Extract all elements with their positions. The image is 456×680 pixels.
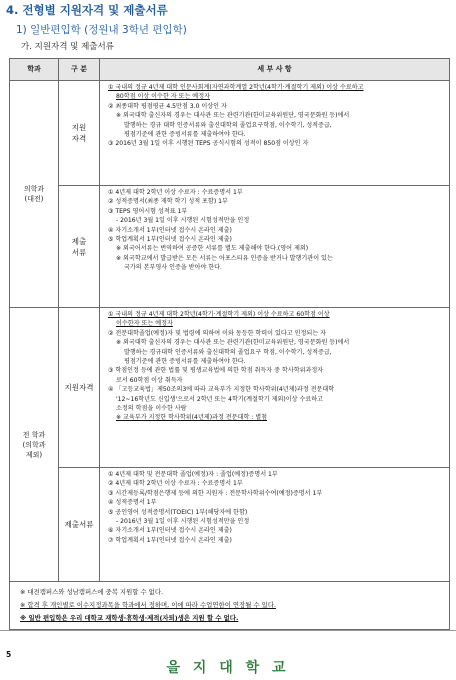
detail-cell [100,308,450,468]
detail-line: ※ 외국어서류는 번역하여 공증한 서류를 별도 제출해야 한다.(영어 제외) [116,245,309,253]
table-row [10,308,450,468]
division-label: 제출서류 [64,520,94,529]
detail-line: ⑤ 학업계획서 1부(인터넷 접수시 온라인 제출) [108,236,232,244]
detail-line: ④ 성적증명서 1부 [108,499,157,507]
detail-line: ⑥ 자기소개서 1부(인터넷 접수시 온라인 제출) [108,527,232,535]
detail-line: ③ 학점인정 등에 관한 법률 및 평생교육법에 의한 학점 취득자 중 학사학위과정자 [108,367,324,375]
dept-label: 의학과 [23,185,45,193]
detail-line: 발행하는 경규 대학 인증서류와 출신대학의 졸업요구학점, 이수학기, 성적증급, [124,121,332,129]
division-label: 제출 [71,236,87,246]
detail-line: 발행하는 경규대학 인증서류와 출신대학의 졸업요구 학점, 이수학기, 성적증급, [124,348,332,356]
header-division: 구 분 [59,59,100,81]
detail-line: 80학점 이상 이수한 자 또는 예정자 [116,93,210,101]
detail-line: 평점기준에 관한 증빙서류를 제출하여야 한다. [124,358,246,366]
detail-line: ※ 외국학교에서 발급받은 모든 서류는 아포스티유 인증을 받거나 발행기관이 있는 [116,254,333,262]
university-logo-text: 을 지 대 학 교 [166,660,290,676]
section-title: 4. 전형별 지원자격 및 제출서류 [6,3,168,17]
detail-line: 이수한자 또는 예정자 [116,320,173,328]
detail-line: ② 최종대학 평점평균 4.5만점 3.0 이상인 자 [108,102,227,110]
detail-line: ③ 2016년 3월 1일 이후 시행된 TEPS 공식시험의 성적이 850점 이상인 자 [108,140,309,148]
subsub-title: 가. 지원자격 및 제출서류 [21,42,114,52]
detail-line: 소정의 학점을 이수한 사람 [116,405,187,413]
detail-line: ③ 시간제등록/학점은행제 등에 의한 지원자 : 전문학사학위수여(예정)증명서 1부 [108,489,323,497]
division-label: 지원자격 [64,383,94,392]
note-line: ※ 대전캠퍼스와 성남캠퍼스에 중복 지원할 수 없다. [20,588,164,596]
page-number: 5 [6,650,12,659]
detail-cell [100,468,450,582]
detail-line: ③ TEPS 영어시험 성적표 1부 [108,207,188,215]
division-label: 서류 [71,247,87,257]
detail-line: ① 국내의 정규 4년제 대학 인문사회계(자연과학계열 2학년(4학기·계절학기 제외) 이상 수료하고 [108,84,364,91]
footer-divider [0,630,456,631]
detail-line: ② 성적증명서(최종 재학 학기 성적 포함) 1부 [108,198,228,206]
detail-line: ② 4년제 대학 2학년 이상 수료자 : 수료증명서 1부 [108,480,243,488]
dept-cell-all [10,308,59,582]
table-header-row [10,59,450,81]
detail-line: ※ 교육부가 지정한 학사학위(4년제)과정 전문대학 : 별첨 [116,414,268,422]
detail-line: - 2016년 3월 1일 이후 시행된 시험성적만을 인정 [116,217,250,225]
dept-label: 전 학과 [22,430,46,439]
table-row [10,186,450,308]
division-cell [59,308,100,468]
detail-line: 로서 60학점 이상 취득자 [116,376,183,384]
detail-line: 국가의 본부영사 인증을 받아야 한다. [124,264,222,272]
dept-label: (대전) [24,195,44,203]
dept-label: 제외) [25,450,43,459]
detail-cell [100,186,450,308]
detail-line: ※ 외국대학 출신자의 경우는 대사관 또는 관련기관(한미교육위원단, 영국문화원 등)에서 [116,112,350,120]
note-line: ※ 일반 편입학은 우리 대학교 재학생·휴학생·제적(자퇴)생은 지원 할 수 없다. [20,614,239,622]
detail-line: ⑦ 학업계획서 1부(인터넷 접수시 온라인 제출) [108,536,232,544]
dept-label: (의학과 [22,440,46,449]
detail-line: ① 국내의 정규 4년제 대학 2학년(4학기·계절학기 제외) 이상 수료하고 60학점 이상 [108,311,330,318]
detail-line: - 2016년 3월 1일 이후 시행된 시험성적만을 인정 [116,518,250,526]
eligibility-table [9,58,450,630]
detail-cell [100,81,450,186]
dept-cell-medicine [10,81,59,308]
detail-line: ※ 외국대학 출신자의 경우는 대사관 또는 관련기관(한미교육위원단, 영국문화원 등)에서 [116,339,350,347]
division-cell [59,81,100,186]
division-cell [59,186,100,308]
detail-line: ⑤ 공인영어 성적증명서(TOEIC) 1부(해당자에 한함) [108,508,248,516]
table-notes-row [10,582,450,630]
division-label: 자격 [71,134,87,143]
subsection-title: 1) 일반편입학 (정원내 3학년 편입학) [16,24,187,36]
detail-line: ② 전문대학졸업(예정)자 및 법령에 의하여 이와 동등한 학력이 있다고 인정되는 자 [108,329,326,337]
detail-line: ① 4년제 대학 및 전문대학 졸업(예정)자 : 졸업(예정)증명서 1부 [108,471,278,478]
detail-line: ④ 자기소개서 1부(인터넷 접수시 온라인 제출) [108,226,232,234]
header-dept: 학과 [10,59,59,81]
table-row [10,81,450,186]
detail-line: '12~16학년도 신입생'으로서 2학년 또는 4학기(계절학기 제외)이상 수료하고 [116,395,324,403]
note-line: ※ 합격 후 개인별로 이수지정과목을 학과에서 정하며, 이에 따라 수업연한이 연장될 수 있다. [20,601,277,609]
division-label: 지원 [71,123,87,132]
header-details: 세 부 사 항 [100,59,450,81]
notes-cell [10,582,450,630]
table-row [10,468,450,582]
detail-line: ① 4년제 대학 2학년 이상 수료자 : 수료증명서 1부 [108,189,243,196]
detail-line: ④ 「고등교육법」제50조의3에 따라 교육부가 지정한 학사학위(4년제)과정 전문대학 [108,386,335,394]
detail-line: 평점기준에 관한 증빙서류를 제출하여야 한다. [124,131,246,139]
division-cell [59,468,100,582]
